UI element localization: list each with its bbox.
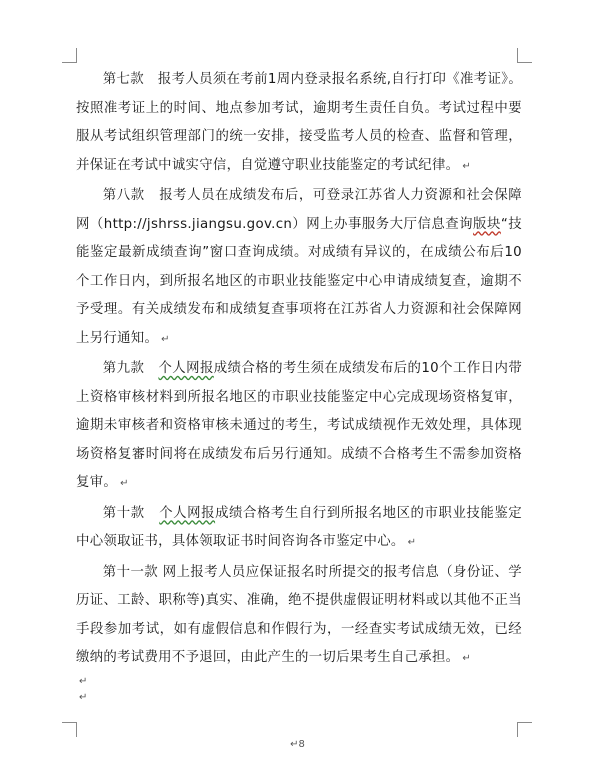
empty-paragraph [76, 690, 522, 706]
paragraph-text: 网上报考人员应保证报名时所提交的报考信息（身份证、学历证、工龄、职称等)真实、准确，绝不提供虚假证明材料或以其他不正当手段参加考试，如有虚假信息和作假行为，一经查实考试成绩无效，已经缴纳的考试费用不予退回，由此产生的一切后果考生自己承担。 [76, 564, 522, 665]
paragraph-text: 成绩合格考生自行到所报名地区的市职业技能鉴定中心领取证书，具体领取证书时间咨询各市鉴定中心。 [76, 505, 523, 549]
page-number-footer [0, 739, 592, 750]
crop-mark-bottom-right [517, 722, 532, 737]
paragraph-mark-icon: ↵ [462, 160, 472, 172]
crop-mark-bottom-left [62, 722, 77, 737]
paragraph-mark-icon: ↵ [407, 537, 417, 548]
article-number: 第八款 [102, 188, 145, 203]
paragraph-mark-icon: ↵ [120, 478, 129, 489]
article-number: 第十一款 [102, 564, 159, 580]
crop-mark-top-left [62, 48, 77, 63]
empty-paragraph [76, 674, 522, 690]
paragraph-text: 报考人员须在考前1周内登录报名系统,自行打印《准考证》。按照准考证上的时间、地点参加考试，逾期考生责任自负。考试过程中要服从考试组织管理部门的统一安排，接受监考人员的检查、监督和管理，并保证在考试中诚实守信，自觉遵守职业技能鉴定的考试纪律。 [76, 72, 523, 173]
grammar-flagged-text: 个人网报 [159, 505, 216, 521]
paragraph-text: 成绩合格的考生须在成绩发布后的10个工作日内带上资格审核材料到所报名地区的市职业技能鉴定中心完成现场资格复审，逾期未审核者和资格审核未通过的考生，考试成绩视作无效处理，具体现场资格复審时间将在成绩发布后另行通知。成绩不合格考生不需参加资格复审。 [76, 361, 523, 490]
grammar-flagged-text: 个人网报 [158, 361, 214, 376]
paragraph-mark-icon: ↵ [79, 675, 88, 687]
paragraph-text: 报考人员在成绩发布后，可登录江苏省人力资源和社会保障网（http://jshrss.jiangsu.gov.cn）网上办事服务大厅信息查询 [76, 188, 522, 232]
paragraph-mark-icon: ↵ [290, 739, 299, 750]
paragraph-article-9 [76, 355, 522, 499]
spellcheck-flagged-text: 版块 [473, 216, 501, 232]
document-body[interactable] [76, 66, 522, 706]
page-number: 8 [298, 739, 305, 750]
crop-mark-top-right [517, 48, 532, 63]
paragraph-article-7 [76, 66, 522, 181]
paragraph-mark-icon: ↵ [79, 691, 88, 703]
article-number: 第七款 [102, 72, 145, 87]
paragraph-text-continued: “技能鉴定最新成绩查询”窗口查询成绩。对成绩有异议的，在成绩公布后10个工作日内，到所报名地区的市职业技能鉴定中心申请成绩复查，逾期不予受理。有关成绩发布和成绩复查事项将在江苏省人力资源和社会保障网上另行通知。 [76, 216, 522, 346]
paragraph-article-8 [76, 182, 522, 354]
article-number: 第十款 [102, 505, 145, 521]
article-number: 第九款 [102, 361, 145, 376]
paragraph-mark-icon: ↵ [462, 653, 472, 664]
paragraph-article-10 [76, 500, 522, 558]
paragraph-mark-icon: ↵ [161, 333, 170, 345]
paragraph-article-11 [76, 559, 522, 674]
